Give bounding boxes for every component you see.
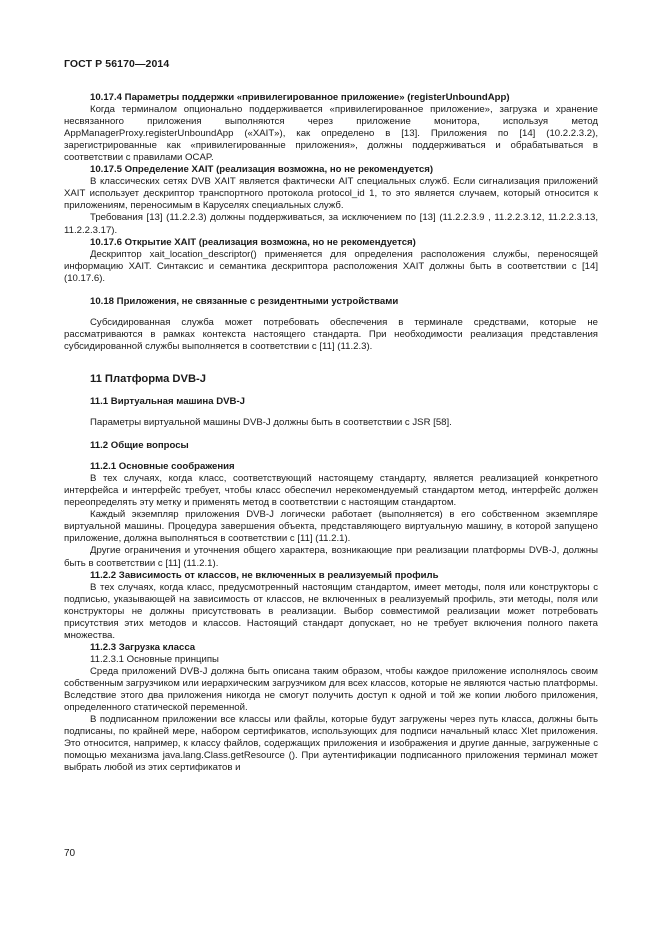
section-heading-11-2-3: 11.2.3 Загрузка класса [90,641,196,653]
section-heading-10-18: 10.18 Приложения, не связанные с резидентными устройствами [90,295,399,307]
paragraph: Каждый экземпляр приложения DVB-J логически работает (выполняется) в его собственном экземпляре виртуальной машины. Процедура завершения объекта, представляющего виртуальную машину, в которой запущено приложение, должна выполняться в соответствии с [11] (11.2.1). [64,509,598,545]
section-heading-10-17-4: 10.17.4 Параметры поддержки «привилегированное приложение» (registerUnboundApp) [90,92,510,103]
section-heading-10-17-6: 10.17.6 Открытие XAIT (реализация возможна, но не рекомендуется) [90,236,416,248]
paragraph: Среда приложений DVB-J должна быть описана таким образом, чтобы каждое приложение исполнялось своим собственным загрузчиком или иерархическим загрузчиком для всех классов, которые не являются частью платформы. Вследствие этого два приложения никогда не смогут получить доступ к одной и той же копии любого приложения, определенного статической переменной. [64,665,598,714]
chapter-heading-11: 11 Платформа DVB-J [90,372,206,385]
paragraph: В подписанном приложении все классы или файлы, которые будут загружены через путь класса, должны быть подписаны, по крайней мере, набором сертификатов, использующих для подписи начальный класс Xlet приложения. Это относится, например, к классу файлов, содержащих приложения и изображения и другие данные, загруженные с помощью механизма java.lang.Class.getResource (). При аутентификации подписанного приложения терминал может выбрать любой из этих сертификатов и [64,714,598,774]
document-body [64,92,598,774]
section-heading-11-2-2: 11.2.2 Зависимость от классов, не включенных в реализуемый профиль [90,569,439,581]
paragraph: В классических сетях DVB XAIT является фактически AIT специальных служб. Если сигнализация приложений XAIT использует дескриптор транспортного протокола protocol_id 1, то это является случаем, который относится к приложениям, переносимым в Каруселях специальных служб. [64,176,598,212]
paragraph: В тех случаях, когда класс, предусмотренный настоящим стандартом, имеет методы, поля или конструкторы с подписью, указывающей на зависимость от классов, не включенных в реализуемый профиль, эти методы, поля или конструкторы не должны присутствовать в реализации. Выбор совместимой реализации может потребовать присутствия этих методов и классов. Настоящий стандарт допускает, но не требует включения полного пакета множества. [64,581,598,641]
paragraph: Дескриптор xait_location_descriptor() применяется для определения расположения службы, переносящей информацию XAIT. Синтаксис и семантика дескриптора расположения XAIT должны быть в соответствии с [14] (10.17.6). [64,248,598,284]
section-heading-11-2-3-1: 11.2.3.1 Основные принципы [90,653,219,665]
page-number: 70 [64,848,76,859]
paragraph: Другие ограничения и уточнения общего характера, возникающие при реализации платформы DVB-J, должны быть в соответствии с [11] (11.2.1). [64,545,598,569]
document-header: ГОСТ Р 56170—2014 [64,58,170,70]
section-heading-11-2-1: 11.2.1 Основные соображения [90,461,235,473]
paragraph: Параметры виртуальной машины DVB-J должны быть в соответствии с JSR [58]. [90,417,452,429]
section-heading-11-2: 11.2 Общие вопросы [90,440,189,452]
paragraph: В тех случаях, когда класс, соответствующий настоящему стандарту, является реализацией конкретного интерфейса и интерфейс требует, чтобы класс обеспечил нерекомендуемый стандартом метод, интерфейс должен переопределять эту метку и применять метод в соответствии с настоящим стандартом. [64,473,598,509]
paragraph: Когда терминалом опционально поддерживается «привилегированное приложение», загрузка и хранение несвязанного приложения выполняются через приложение монитора, используя метод AppManagerProxy.registerUnboundApp («XAIT»), как определено в [13]. Приложения по [14] (10.2.2.3.2), зарегистрированные как «привилегированные приложения», должны поддерживаться и обрабатываться в соответствии с правилами OCAP. [64,104,598,164]
paragraph: Субсидированная служба может потребовать обеспечения в терминале средствами, которые не рассматриваются в рамках контекста настоящего стандарта. При необходимости реализация представления субсидированной службы выполняется в соответствии с [11] (11.2.3). [64,316,598,352]
paragraph: Требования [13] (11.2.2.3) должны поддерживаться, за исключением по [13] (11.2.2.3.9 , 11.2.2.3.12, 11.2.2.3.13, 11.2.2.3.17). [64,212,598,236]
section-heading-11-1: 11.1 Виртуальная машина DVB-J [90,395,246,407]
section-heading-10-17-5: 10.17.5 Определение XAIT (реализация возможна, но не рекомендуется) [90,164,434,176]
